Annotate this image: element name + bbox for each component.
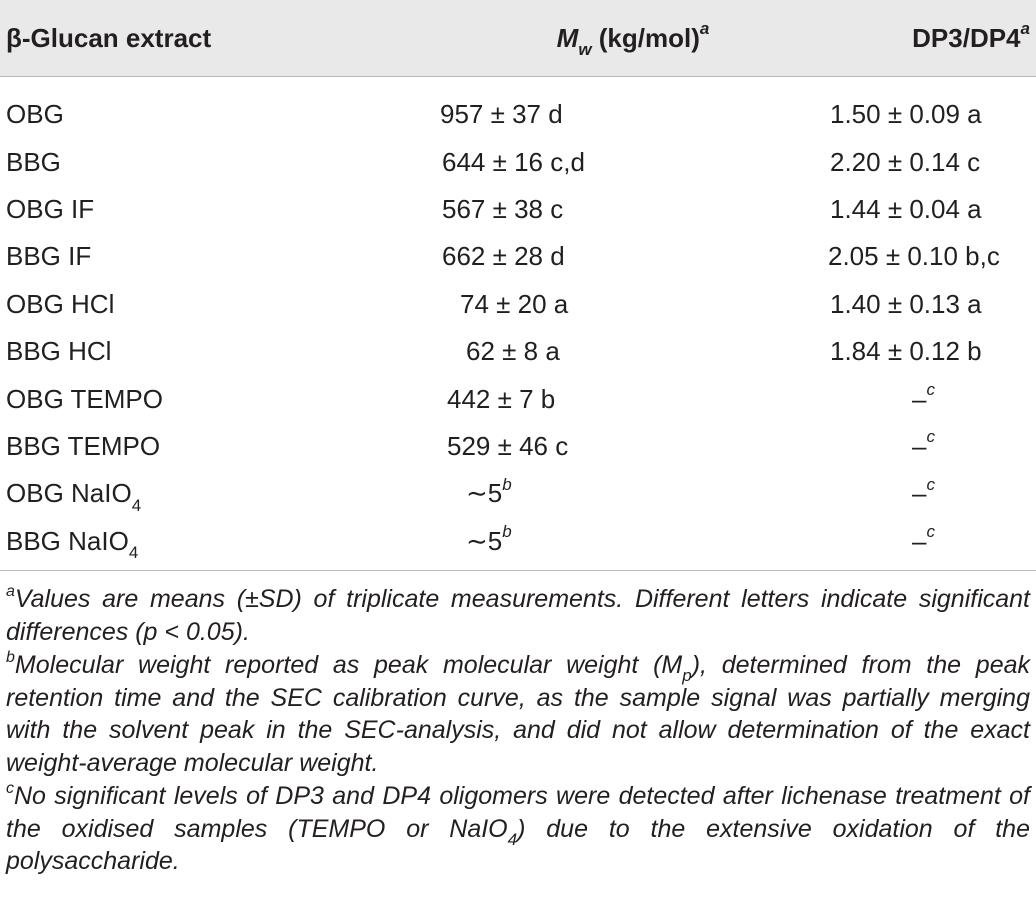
cell-mw-wrap [440, 99, 563, 130]
cell-mw [420, 233, 806, 280]
header-mw-footnote-mark: a [699, 18, 710, 38]
cell-extract-subscript: 4 [128, 542, 139, 562]
header-mw-unit: (kg/mol) [591, 22, 700, 53]
cell-dp [806, 518, 1036, 577]
cell-extract [0, 233, 420, 280]
cell-dp-value: – [912, 383, 927, 414]
cell-dp-wrap [830, 289, 982, 320]
cell-mw-wrap [442, 147, 585, 178]
cell-mw-value: 529 ± 46 c [447, 430, 569, 461]
table-row [0, 518, 1036, 577]
table-row [0, 328, 1036, 375]
cell-mw [420, 423, 806, 470]
cell-dp-wrap [828, 241, 1000, 272]
cell-dp [806, 375, 1036, 422]
footnote-c-text-after: ) due to the extensive oxidation of the polysaccharide. [6, 814, 1030, 875]
cell-extract-text: OBG TEMPO [6, 383, 163, 414]
footnote-c-mark: c [6, 779, 14, 797]
cell-extract [0, 281, 420, 328]
cell-mw-wrap [442, 241, 565, 272]
cell-dp-value: 1.50 ± 0.09 a [830, 99, 982, 130]
cell-mw-wrap [466, 336, 560, 367]
cell-dp [806, 281, 1036, 328]
cell-extract [0, 423, 420, 470]
cell-extract [0, 186, 420, 233]
cell-dp-value: – [912, 478, 927, 509]
cell-dp-wrap [912, 427, 935, 462]
cell-mw-value: 442 ± 7 b [447, 383, 556, 414]
cell-extract-text: BBG HCl [6, 336, 112, 367]
header-extract [0, 0, 420, 77]
footnote-c [6, 780, 1030, 878]
table-row [0, 281, 1036, 328]
cell-mw-wrap [442, 194, 563, 225]
cell-mw [420, 470, 806, 517]
cell-extract-text: OBG NaIO [6, 478, 132, 509]
cell-extract [0, 328, 420, 375]
cell-dp-value: 1.84 ± 0.12 b [830, 336, 982, 367]
cell-extract [0, 138, 420, 185]
cell-mw [420, 328, 806, 375]
cell-dp-wrap [912, 474, 935, 509]
table-bottom-rule [0, 570, 1036, 571]
table-row [0, 186, 1036, 233]
cell-dp-value: – [912, 430, 927, 461]
footnote-a [6, 583, 1030, 648]
header-extract-label: β-Glucan extract [6, 22, 212, 53]
cell-mw-value: 567 ± 38 c [442, 193, 564, 224]
cell-dp [806, 138, 1036, 185]
table-row [0, 138, 1036, 185]
table-header [0, 0, 1036, 77]
footnotes [6, 583, 1030, 879]
cell-extract-text: OBG IF [6, 193, 95, 224]
cell-mw-wrap [466, 474, 512, 509]
cell-mw-wrap [447, 384, 555, 415]
cell-mw [420, 518, 806, 577]
footnote-a-mark: a [6, 582, 15, 600]
cell-dp-value: – [912, 525, 927, 556]
cell-mw-value: 662 ± 28 d [442, 241, 565, 272]
cell-mw-footnote-mark: b [502, 522, 512, 542]
cell-mw-wrap [447, 431, 568, 462]
cell-dp-wrap [912, 522, 935, 557]
cell-dp [806, 77, 1036, 139]
cell-mw [420, 186, 806, 233]
cell-extract [0, 470, 420, 517]
header-mw-subscript: w [578, 39, 592, 59]
cell-dp-footnote-mark: c [926, 522, 935, 542]
cell-extract-text: BBG IF [6, 241, 92, 272]
cell-extract-text: BBG NaIO [6, 525, 129, 556]
cell-dp-footnote-mark: c [926, 427, 935, 447]
cell-mw-value: 957 ± 37 d [440, 99, 563, 130]
cell-dp-value: 1.40 ± 0.13 a [830, 288, 982, 319]
cell-extract [0, 77, 420, 139]
cell-mw-value: ∼5 [466, 525, 503, 556]
table-row [0, 375, 1036, 422]
cell-mw-wrap [466, 522, 512, 557]
footnote-c-subscript: 4 [507, 829, 518, 849]
cell-dp [806, 233, 1036, 280]
cell-dp-wrap [830, 336, 982, 367]
cell-mw [420, 138, 806, 185]
cell-mw-footnote-mark: b [502, 474, 512, 494]
table-row [0, 77, 1036, 139]
cell-extract-subscript: 4 [131, 495, 142, 515]
header-dp-footnote-mark: a [1020, 18, 1030, 38]
cell-dp [806, 328, 1036, 375]
cell-dp-wrap [830, 194, 982, 225]
cell-dp [806, 423, 1036, 470]
table-row [0, 233, 1036, 280]
footnote-b [6, 649, 1030, 779]
cell-mw-value: ∼5 [466, 478, 503, 509]
footnote-a-text: Values are means (±SD) of triplicate measurements. Different letters indicate significant differences (p < 0.05). [6, 585, 1030, 646]
cell-extract-text: OBG HCl [6, 288, 115, 319]
cell-mw-value: 74 ± 20 a [460, 288, 569, 319]
table-body [0, 77, 1036, 577]
header-mw-symbol: M [556, 22, 579, 53]
cell-extract-text: BBG TEMPO [6, 430, 161, 461]
cell-dp-wrap [912, 379, 935, 415]
cell-extract-text: OBG [6, 99, 64, 130]
cell-mw-value: 644 ± 16 c,d [442, 146, 585, 177]
cell-extract [0, 375, 420, 422]
cell-dp-wrap [830, 99, 982, 130]
cell-mw [420, 375, 806, 422]
footnote-b-subscript: p [682, 666, 692, 685]
header-mw [420, 0, 806, 77]
cell-extract-text: BBG [6, 146, 61, 177]
cell-dp-wrap [830, 147, 980, 178]
cell-dp-value: 2.05 ± 0.10 b,c [828, 241, 1000, 272]
cell-dp [806, 470, 1036, 517]
footnote-b-mark: b [6, 648, 15, 666]
cell-dp-footnote-mark: c [926, 379, 935, 399]
cell-mw-wrap [460, 289, 568, 320]
footnote-b-text-before: Molecular weight reported as peak molecular weight (M [14, 651, 683, 679]
cell-extract [0, 518, 420, 577]
footnote-c-text-before: No significant levels of DP3 and DP4 oligomers were detected after lichenase treatment of the oxidised samples (TEMPO or NaIO [6, 782, 1030, 843]
cell-dp-value: 2.20 ± 0.14 c [830, 146, 981, 177]
cell-dp-value: 1.44 ± 0.04 a [830, 193, 982, 224]
table-row [0, 423, 1036, 470]
cell-dp-footnote-mark: c [926, 474, 935, 494]
header-row [0, 0, 1036, 77]
cell-mw [420, 281, 806, 328]
cell-dp [806, 186, 1036, 233]
cell-mw [420, 77, 806, 139]
header-dp [806, 0, 1036, 77]
footnote-b-text-after: ), determined from the peak retention time and the SEC calibration curve, as the sample signal was partially merging with the solvent peak in the SEC-analysis, and did not allow determination of the exact weight-average molecular weight. [6, 651, 1031, 777]
cell-mw-value: 62 ± 8 a [466, 336, 560, 367]
header-dp-label: DP3/DP4 [912, 22, 1021, 53]
table-row [0, 470, 1036, 517]
